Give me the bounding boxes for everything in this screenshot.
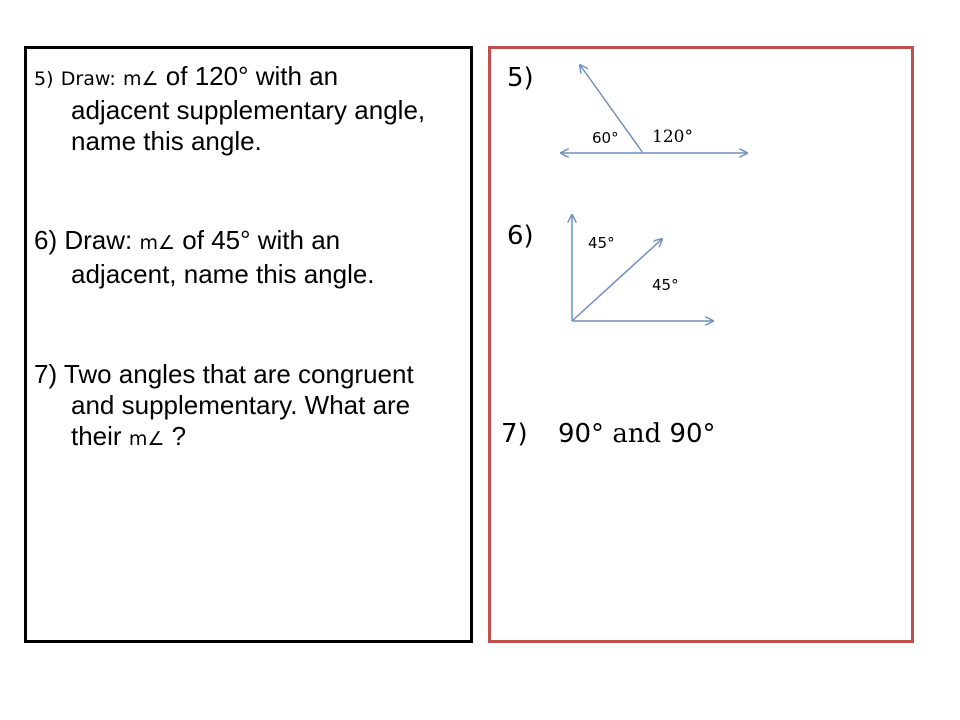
question-7-number: 7) [34, 359, 58, 389]
answer-6-diagonal-ray [572, 239, 662, 321]
answer-5-label-60: 60° [592, 129, 619, 147]
answer-6-label-bottom: 45° [652, 276, 679, 294]
answer-7-and: and [612, 419, 662, 449]
question-5 [27, 61, 437, 157]
question-5-m: m [122, 68, 142, 90]
question-7-text: Two angles that are congruent and supplementary. What are their [63, 359, 414, 451]
answer-5-number: 5) [507, 63, 534, 93]
answer-7-first: 90° [557, 419, 605, 449]
angle-symbol: ∠ [158, 232, 176, 254]
angle-symbol: ∠ [141, 68, 159, 90]
answers-panel [488, 46, 914, 643]
question-7 [27, 359, 437, 455]
question-6-number: 6) [34, 225, 58, 255]
question-5-lead: Draw: [60, 68, 116, 90]
answer-6-label-top: 45° [588, 234, 615, 252]
question-6-text: of 45° with an adjacent, name this angle. [71, 225, 375, 289]
question-5-number: 5) [34, 68, 54, 90]
angle-symbol: ∠ [147, 428, 165, 450]
question-6-m: m [139, 232, 159, 254]
answer-5-label-120: 120° [652, 127, 693, 147]
question-7-m: m [128, 428, 148, 450]
question-5-text: of 120° with an adjacent supplementary angle, name this angle. [71, 61, 426, 156]
questions-panel [24, 46, 473, 643]
answer-7-second: 90° [669, 419, 716, 449]
answer-diagrams [491, 49, 917, 646]
question-6 [27, 225, 437, 290]
answer-6-number: 6) [507, 221, 534, 251]
answer-7 [501, 419, 716, 449]
answer-7-number: 7) [501, 419, 528, 449]
question-6-lead: Draw: [64, 225, 133, 255]
question-7-end: ? [171, 421, 187, 451]
